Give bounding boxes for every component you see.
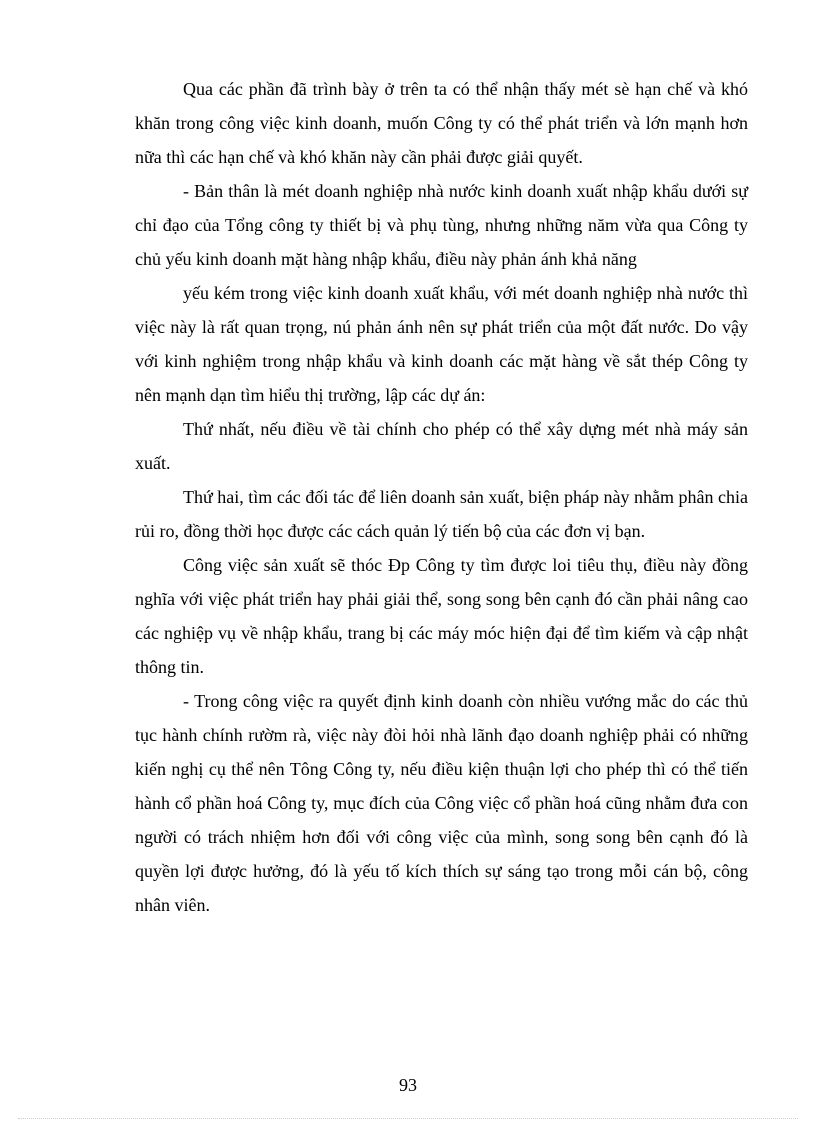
paragraph-export-weakness-part1: - Bản thân là mét doanh nghiệp nhà nước kinh doanh xuất nhập khẩu dưới sự chỉ đạo của Tổng công ty thiết bị và phụ tùng, nhưng những năm vừa qua Công ty chủ yếu kinh doanh mặt hàng nhập khẩu, điều này phản ánh khả năng (135, 181, 748, 269)
paragraph-export-weakness-part2: yếu kém trong việc kinh doanh xuất khẩu, với mét doanh nghiệp nhà nước thì việc này là rất quan trọng, nú phản ánh nên sự phát triển của một đất nước. Do vậy với kinh nghiệm trong nhập khẩu và kinh doanh các mặt hàng về sắt thép Công ty nên mạnh dạn tìm hiểu thị trường, lập các dự án: (135, 283, 748, 405)
paragraph-second-option: Thứ hai, tìm các đối tác để liên doanh sản xuất, biện pháp này nhằm phân chia rủi ro, đồng thời học được các cách quản lý tiến bộ của các đơn vị bạn. (135, 487, 748, 541)
paragraph-intro: Qua các phần đã trình bày ở trên ta có thể nhận thấy mét sè hạn chế và khó khăn trong công việc kinh doanh, muốn Công ty có thể phát triển và lớn mạnh hơn nữa thì các hạn chế và khó khăn này cần phải được giải quyết. (135, 79, 748, 167)
body-text (135, 72, 748, 922)
page-bottom-divider (18, 1118, 798, 1119)
paragraph-first-option: Thứ nhất, nếu điều về tài chính cho phép có thể xây dựng mét nhà máy sản xuất. (135, 419, 748, 473)
paragraph-equitization: - Trong công việc ra quyết định kinh doanh còn nhiều vướng mắc do các thủ tục hành chính rườm rà, việc này đòi hỏi nhà lãnh đạo doanh nghiệp phải có những kiến nghị cụ thể nên Tông Công ty, nếu điều kiện thuận lợi cho phép thì có thể tiến hành cổ phần hoá Công ty, mục đích của Công việc cổ phần hoá cũng nhằm đưa con người có trách nhiệm hơn đối với công việc của mình, song song bên cạnh đó là quyền lợi được hưởng, đó là yếu tố kích thích sự sáng tạo trong mỗi cán bộ, công nhân viên. (135, 691, 748, 915)
paragraph-production: Công việc sản xuất sẽ thóc Đp Công ty tìm được loi tiêu thụ, điều này đồng nghĩa với việc phát triển hay phải giải thể, song song bên cạnh đó cần phải nâng cao các nghiệp vụ về nhập khẩu, trang bị các máy móc hiện đại để tìm kiếm và cập nhật thông tin. (135, 555, 748, 677)
page-number: 93 (399, 1075, 417, 1095)
